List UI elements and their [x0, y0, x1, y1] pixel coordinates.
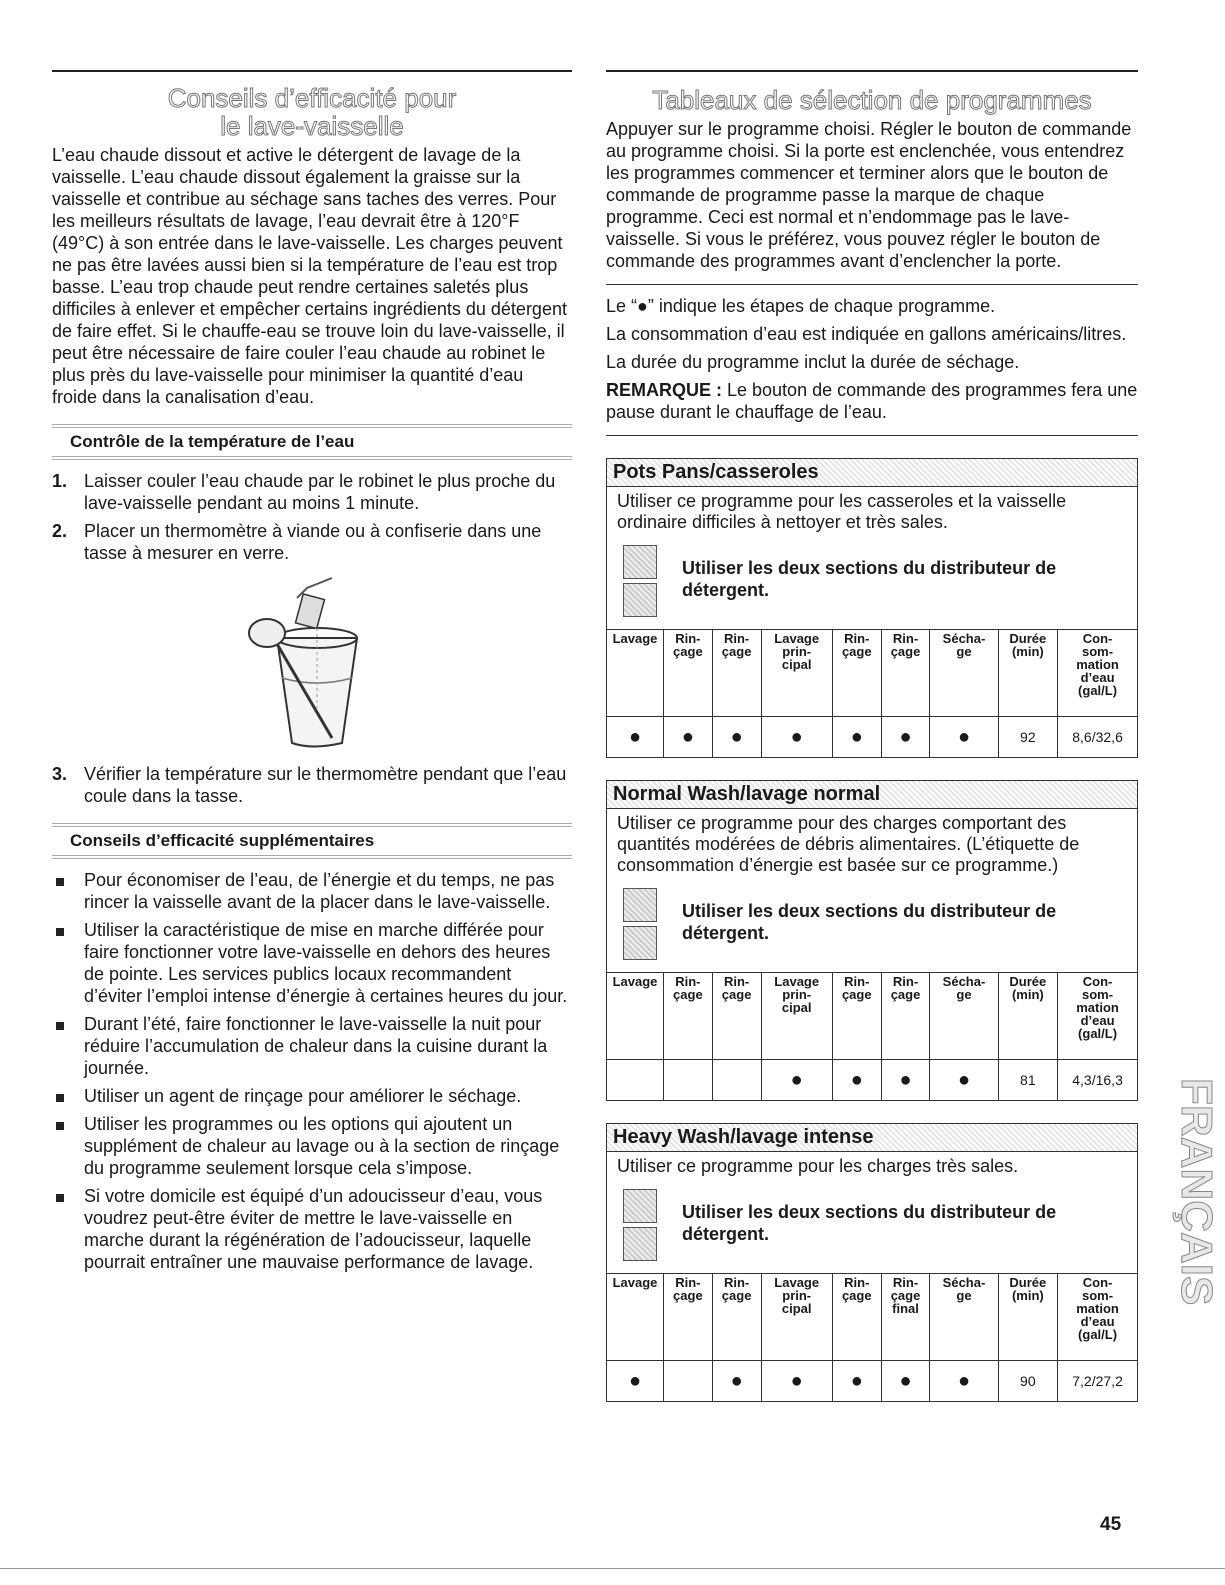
- cycle-header-cell: Lavage prin- cipal: [761, 1274, 832, 1361]
- detergent-compartment-icon: [623, 1189, 657, 1223]
- cycle-value-cell: [664, 1060, 713, 1101]
- bullet-item: [52, 1013, 572, 1079]
- cycle-value-cell: 4,3/16,3: [1058, 1060, 1137, 1101]
- cycle-value-cell: ●: [881, 1060, 930, 1101]
- cycle-header-cell: Rin- çage: [664, 1274, 713, 1361]
- bullet-text: Utiliser les programmes ou les options qui ajoutent un supplément de chaleur au lavage ou à la section de rinçage du programme seulement lorsque cela s’impose.: [84, 1114, 560, 1178]
- cycle-table: [607, 972, 1137, 1100]
- right-column: [606, 70, 1138, 1402]
- bullet-item: [52, 1085, 572, 1107]
- program-name: Normal Wash/lavage normal: [607, 781, 1137, 809]
- bullet-square-icon: [56, 1022, 64, 1030]
- detergent-text: Utiliser les deux sections du distributeur de détergent.: [682, 901, 1057, 943]
- detergent-compartment-icon: [623, 926, 657, 960]
- step-item: [52, 763, 572, 807]
- detergent-note: [607, 876, 1137, 972]
- bullet-square-icon: [56, 928, 64, 936]
- side-tab-text: FRANÇAIS: [1172, 1078, 1221, 1306]
- cycle-value-cell: ●: [712, 1361, 761, 1402]
- cycle-value-cell: ●: [930, 1361, 998, 1402]
- cycle-value-cell: ●: [832, 1060, 881, 1101]
- detergent-compartment-icon: [623, 1227, 657, 1261]
- divider: [606, 435, 1138, 436]
- program-tables: [606, 458, 1138, 1402]
- cycle-table: [607, 629, 1137, 757]
- bullet-square-icon: [56, 1094, 64, 1102]
- cycle-header-cell: Rin- çage final: [881, 1274, 930, 1361]
- cycle-value-cell: [607, 1060, 664, 1101]
- program-name: Heavy Wash/lavage intense: [607, 1124, 1137, 1152]
- bullet-square-icon: [56, 1194, 64, 1202]
- cycle-value-cell: 7,2/27,2: [1058, 1361, 1137, 1402]
- cycle-value-cell: [712, 1060, 761, 1101]
- note-water: La consommation d’eau est indiquée en gallons américains/litres.: [606, 324, 1127, 344]
- page-number: 45: [1100, 1514, 1122, 1535]
- cycle-header-cell: Lavage: [607, 973, 664, 1060]
- cycle-header-cell: Durée (min): [998, 973, 1058, 1060]
- divider: [606, 284, 1138, 285]
- cycle-header-cell: Lavage: [607, 630, 664, 717]
- program-name: Pots Pans/casseroles: [607, 459, 1137, 487]
- remark: [606, 379, 1138, 423]
- cycle-header-cell: Con- som- mation d’eau (gal/L): [1058, 1274, 1137, 1361]
- cycle-value-cell: ●: [607, 717, 664, 758]
- cycle-header-cell: Rin- çage: [712, 973, 761, 1060]
- cycle-value-cell: ●: [712, 717, 761, 758]
- cycle-header-row: [607, 1274, 1137, 1361]
- detergent-note: [607, 1177, 1137, 1273]
- detergent-text: Utiliser les deux sections du distributeur de détergent.: [682, 1202, 1057, 1244]
- cycle-value-cell: [664, 1361, 713, 1402]
- cycle-header-cell: Con- som- mation d’eau (gal/L): [1058, 973, 1137, 1060]
- cycle-header-cell: Durée (min): [998, 630, 1058, 717]
- intro-paragraph: Appuyer sur le programme choisi. Régler le bouton de commande au programme choisi. Si la porte est enclenchée, vous entendrez les programmes commencer et terminer alors que le bouton de commande de programme passe la marque de chaque programme. Ceci est normal et n’endommage pas le lave-vaisselle. Si vous le préférez, vous pouvez régler le bouton de commande des programmes avant d’enclencher la porte.: [606, 119, 1132, 271]
- program-box: [606, 458, 1138, 758]
- cycle-header-cell: Lavage prin- cipal: [761, 973, 832, 1060]
- cycle-value-cell: ●: [607, 1361, 664, 1402]
- efficiency-bullets: [52, 869, 572, 1273]
- cycle-header-cell: Sécha- ge: [930, 1274, 998, 1361]
- cycle-value-cell: 90: [998, 1361, 1058, 1402]
- cycle-value-cell: ●: [761, 1361, 832, 1402]
- detergent-compartment-icon: [623, 545, 657, 579]
- step-number: 2.: [52, 521, 68, 541]
- cycle-header-row: [607, 630, 1137, 717]
- step-text: Laisser couler l’eau chaude par le robinet le plus proche du lave-vaisselle pendant au moins 1 minute.: [84, 471, 556, 513]
- cycle-table: [607, 1273, 1137, 1401]
- cycle-value-cell: 92: [998, 717, 1058, 758]
- section-title: Tableaux de sélection de programmes: [652, 85, 1092, 115]
- bullet-square-icon: [56, 1122, 64, 1130]
- cycle-value-cell: 81: [998, 1060, 1058, 1101]
- intro-paragraph: L’eau chaude dissout et active le détergent de lavage de la vaisselle. L’eau chaude dissout également la graisse sur la vaisselle et contribue au séchage sans taches des verres. Pour les meilleurs résultats de lavage, l’eau devrait être à 120°F (49°C) à son entrée dans le lave-vaisselle. Les charges peuvent ne pas être lavées aussi bien si la température de l’eau est trop basse. L’eau trop chaude peut rendre certaines saletés plus difficiles à enlever et empêcher certains ingrédients du détergent de faire effet. Si le chauffe-eau se trouve loin du lave-vaisselle, il peut être nécessaire de faire couler l’eau chaude au robinet le plus près du lave-vaisselle pour minimiser la quantité d’eau froide dans la canalisation d’eau.: [52, 145, 567, 407]
- program-description: Utiliser ce programme pour des charges comportant des quantités modérées de débris alimentaires. (L’étiquette de consommation d’énergie est basée sur ce programme.): [617, 813, 1080, 875]
- cycle-header-cell: Rin- çage: [712, 630, 761, 717]
- cycle-value-cell: ●: [832, 1361, 881, 1402]
- steps-list-continued: [52, 763, 572, 807]
- bullet-text: Durant l’été, faire fonctionner le lave-vaisselle la nuit pour réduire l’accumulation de chaleur dans la cuisine durant la journée.: [84, 1014, 548, 1078]
- cycle-value-cell: ●: [761, 1060, 832, 1101]
- cycle-value-cell: ●: [930, 1060, 998, 1101]
- step-text: Vérifier la température sur le thermomètre pendant que l’eau coule dans la tasse.: [84, 764, 567, 806]
- note-duration: La durée du programme inclut la durée de séchage.: [606, 352, 1020, 372]
- step-text: Placer un thermomètre à viande ou à confiserie dans une tasse à mesurer en verre.: [84, 521, 542, 563]
- bullet-item: [52, 869, 572, 913]
- detergent-text: Utiliser les deux sections du distributeur de détergent.: [682, 558, 1057, 600]
- cycle-header-cell: Rin- çage: [832, 630, 881, 717]
- section-title: [52, 84, 572, 140]
- cycle-value-cell: ●: [881, 717, 930, 758]
- bullet-square-icon: [56, 878, 64, 886]
- cycle-values-row: [607, 1060, 1137, 1101]
- detergent-compartment-icon: [623, 888, 657, 922]
- step-number: 3.: [52, 764, 68, 784]
- cycle-header-cell: Rin- çage: [832, 1274, 881, 1361]
- cycle-header-cell: Sécha- ge: [930, 630, 998, 717]
- top-rule: [606, 70, 1138, 72]
- title-line-2: le lave-vaisselle: [220, 111, 404, 141]
- thermometer-cup-illustration: [237, 578, 387, 753]
- cycle-header-cell: Rin- çage: [664, 630, 713, 717]
- cycle-value-cell: ●: [881, 1361, 930, 1402]
- detergent-compartment-icon: [623, 583, 657, 617]
- cycle-header-cell: Sécha- ge: [930, 973, 998, 1060]
- cycle-value-cell: ●: [761, 717, 832, 758]
- cycle-header-cell: Lavage: [607, 1274, 664, 1361]
- subhead-temperature: Contrôle de la température de l’eau: [52, 424, 572, 460]
- francais-side-tab: [1150, 1078, 1221, 1342]
- detergent-note: [607, 533, 1137, 629]
- cycle-header-cell: Rin- çage: [664, 973, 713, 1060]
- cycle-values-row: [607, 717, 1137, 758]
- notes: [606, 295, 1138, 423]
- cycle-header-cell: Rin- çage: [881, 630, 930, 717]
- cycle-header-row: [607, 973, 1137, 1060]
- subhead-efficiency: Conseils d’efficacité supplémentaires: [52, 823, 572, 859]
- cycle-value-cell: ●: [930, 717, 998, 758]
- cycle-header-cell: Con- som- mation d’eau (gal/L): [1058, 630, 1137, 717]
- program-description: Utiliser ce programme pour les casseroles et la vaisselle ordinaire difficiles à nettoyer et très sales.: [617, 491, 1067, 532]
- bullet-item: [52, 1185, 572, 1273]
- program-description: Utiliser ce programme pour les charges très sales.: [617, 1156, 1019, 1176]
- bullet-text: Pour économiser de l’eau, de l’énergie et du temps, ne pas rincer la vaisselle avant de la placer dans le lave-vaisselle.: [84, 870, 555, 912]
- bullet-item: [52, 1113, 572, 1179]
- steps-list: [52, 470, 572, 564]
- left-column: [52, 70, 572, 1279]
- step-item: [52, 520, 572, 564]
- top-rule: [52, 70, 572, 72]
- cycle-header-cell: Rin- çage: [832, 973, 881, 1060]
- cycle-value-cell: ●: [664, 717, 713, 758]
- cycle-header-cell: Rin- çage: [881, 973, 930, 1060]
- step-item: [52, 470, 572, 514]
- title-line-1: Conseils d’efficacité pour: [167, 83, 457, 113]
- remark-text: Le bouton de commande des programmes fera une pause durant le chauffage de l’eau.: [606, 380, 1138, 422]
- remark-label: REMARQUE :: [606, 380, 722, 400]
- bottom-rule: [0, 1568, 1225, 1569]
- bullet-item: [52, 919, 572, 1007]
- cycle-header-cell: Rin- çage: [712, 1274, 761, 1361]
- bullet-text: Si votre domicile est équipé d’un adoucisseur d’eau, vous voudrez peut-être éviter de mettre le lave-vaisselle en marche durant la régénération de l’adoucisseur, laquelle pourrait entraîner une mauvaise performance de lavage.: [84, 1186, 543, 1272]
- note-steps: Le “●” indique les étapes de chaque programme.: [606, 296, 996, 316]
- bullet-text: Utiliser un agent de rinçage pour améliorer le séchage.: [84, 1086, 522, 1106]
- step-number: 1.: [52, 471, 68, 491]
- cycle-value-cell: ●: [832, 717, 881, 758]
- program-box: [606, 780, 1138, 1101]
- cycle-header-cell: Durée (min): [998, 1274, 1058, 1361]
- cycle-values-row: [607, 1361, 1137, 1402]
- program-box: [606, 1123, 1138, 1402]
- cycle-header-cell: Lavage prin- cipal: [761, 630, 832, 717]
- cycle-value-cell: 8,6/32,6: [1058, 717, 1137, 758]
- bullet-text: Utiliser la caractéristique de mise en marche différée pour faire fonctionner votre lave-vaisselle en dehors des heures de pointe. Les services publics locaux recommandent d’éviter l’emploi intense d’énergie à certaines heures du jour.: [84, 920, 568, 1006]
